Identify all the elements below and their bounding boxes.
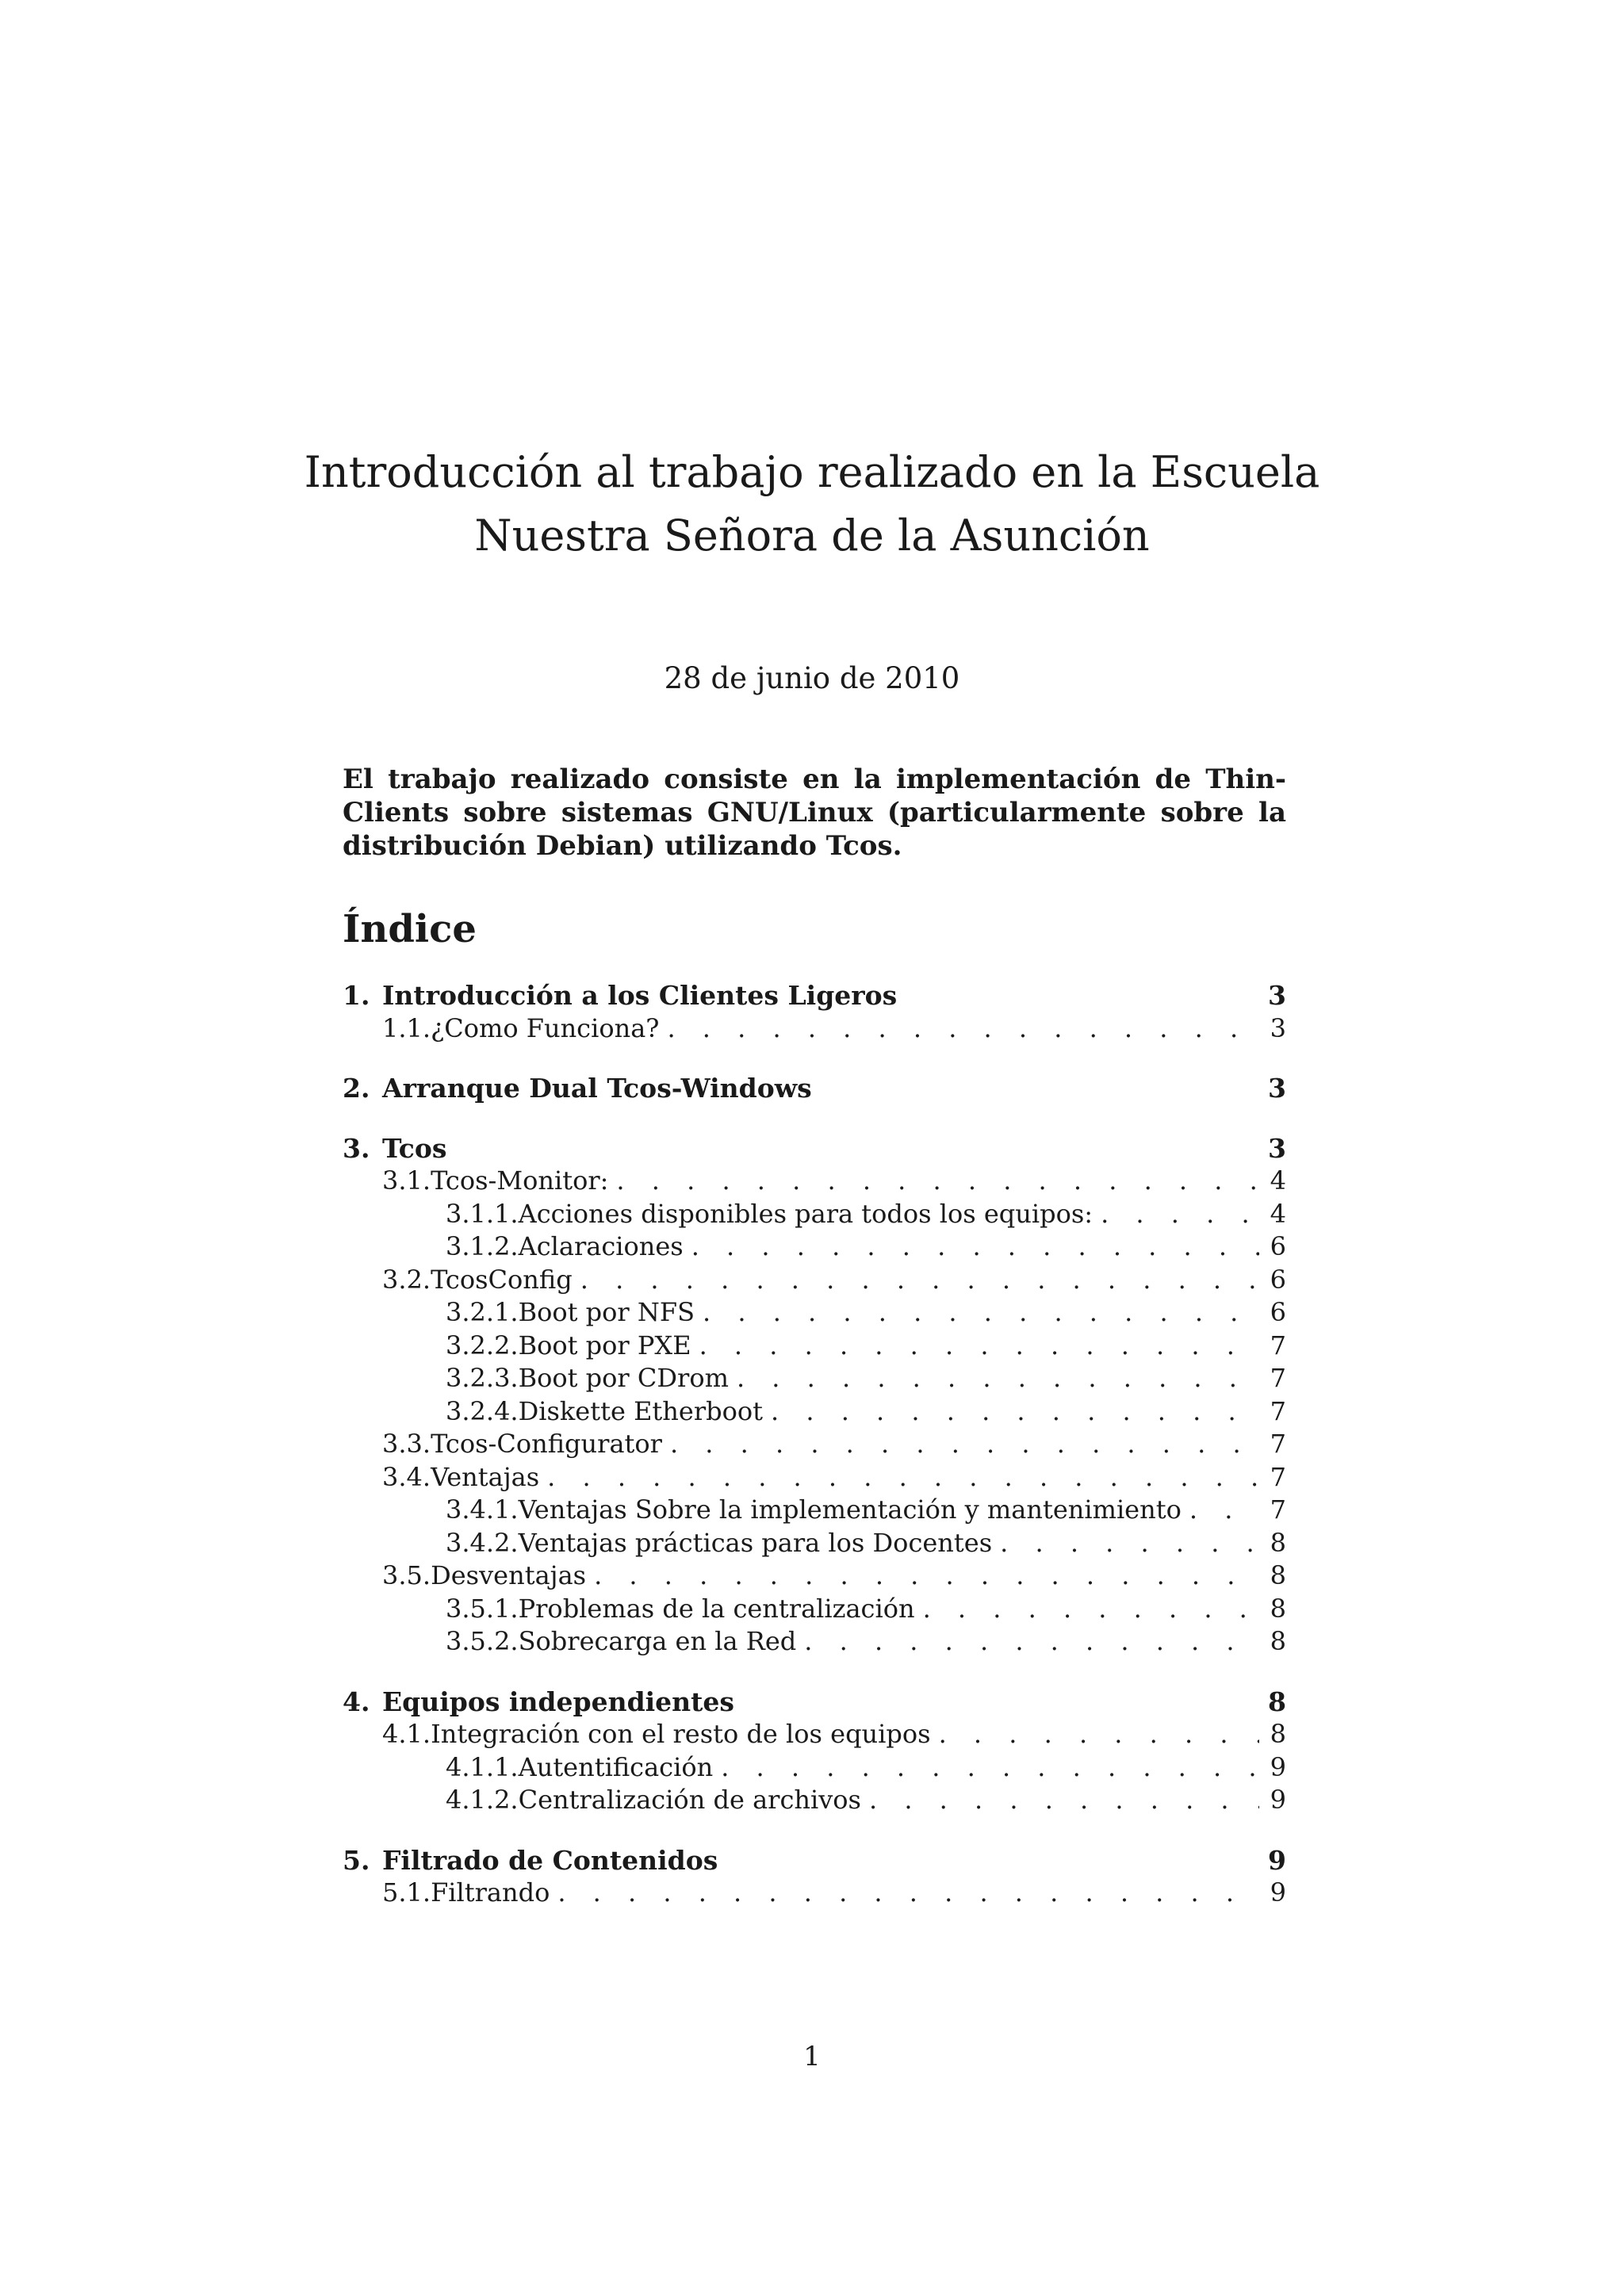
toc-entry-number: 4.1.2. [446, 1785, 519, 1815]
toc-entry-page: 8 [1270, 1527, 1286, 1558]
title-line-1: Introducción al trabajo realizado en la Escuela [304, 447, 1320, 497]
toc-entry-page: 8 [1270, 1560, 1286, 1590]
toc-entry-page: 3 [1268, 1073, 1286, 1104]
toc-entry-page: 7 [1270, 1363, 1286, 1393]
toc-dot-leader [1101, 1198, 1259, 1231]
toc-entry[interactable] [343, 1494, 1286, 1527]
toc-entry[interactable] [343, 1718, 1286, 1751]
toc-entry[interactable] [343, 1296, 1286, 1330]
toc-dot-leader [1000, 1527, 1259, 1560]
toc-entry[interactable] [343, 1751, 1286, 1785]
page-number: 1 [803, 2041, 821, 2072]
toc-entry[interactable] [343, 979, 1286, 1012]
toc-entry-page: 8 [1270, 1593, 1286, 1624]
toc-entry-number: 1. [343, 980, 370, 1011]
toc-entry-page: 4 [1270, 1165, 1286, 1196]
toc-entry-label: Ventajas [431, 1461, 540, 1492]
toc-entry[interactable] [343, 1527, 1286, 1560]
toc-entry-page: 4 [1270, 1198, 1286, 1229]
toc-entry-page: 8 [1270, 1719, 1286, 1749]
toc-entry-page: 9 [1270, 1751, 1286, 1782]
toc-entry[interactable] [343, 1198, 1286, 1231]
toc-entry-label: Tcos [382, 1132, 447, 1164]
toc-entry-label: Arranque Dual Tcos-Windows [382, 1073, 812, 1104]
toc-entry-number: 2. [343, 1073, 370, 1104]
toc-entry[interactable] [343, 1330, 1286, 1363]
toc-entry[interactable] [343, 1165, 1286, 1198]
toc-dot-leader [594, 1559, 1259, 1593]
toc-entry[interactable] [343, 1230, 1286, 1264]
toc-entry-number: 4.1.1. [446, 1751, 519, 1782]
toc-entry-label: Filtrando [431, 1877, 550, 1908]
toc-entry-number: 5. [343, 1844, 370, 1876]
toc-entry-number: 3.4. [382, 1461, 431, 1492]
toc-dot-leader [703, 1296, 1259, 1330]
toc-entry-number: 3.1. [382, 1165, 431, 1196]
toc-entry[interactable] [343, 1132, 1286, 1165]
toc-dot-leader [721, 1751, 1259, 1785]
toc-entry[interactable] [343, 1625, 1286, 1659]
toc-dot-leader [1189, 1494, 1259, 1527]
toc-entry-label: Problemas de la centralización [518, 1593, 915, 1624]
toc-entry-number: 3.1.2. [446, 1231, 519, 1261]
toc-entry-number: 5.1. [382, 1877, 431, 1908]
toc-entry-number: 3.4.1. [446, 1494, 519, 1525]
toc-entry-label: Boot por NFS [518, 1297, 695, 1327]
toc-entry-number: 1.1. [382, 1012, 431, 1043]
toc-entry-page: 7 [1270, 1395, 1286, 1426]
toc-entry-page: 7 [1270, 1461, 1286, 1492]
toc-entry[interactable] [343, 1395, 1286, 1429]
toc-entry-page: 7 [1270, 1494, 1286, 1525]
toc-entry-page: 6 [1270, 1264, 1286, 1295]
toc-dot-leader [667, 1012, 1259, 1046]
toc-dot-leader [939, 1718, 1259, 1751]
toc-dot-leader [804, 1625, 1259, 1659]
toc-dot-leader [547, 1461, 1259, 1494]
toc-entry-page: 9 [1270, 1785, 1286, 1815]
toc-entry-page: 8 [1270, 1626, 1286, 1656]
toc-entry[interactable] [343, 1877, 1286, 1910]
toc-dot-leader [869, 1784, 1259, 1817]
toc-dot-leader [580, 1264, 1259, 1297]
toc-entry-page: 6 [1270, 1231, 1286, 1261]
toc-entry-label: Tcos-Monitor: [431, 1165, 609, 1196]
toc-entry-label: Autentificación [518, 1751, 714, 1782]
toc-entry-label: Centralización de archivos [518, 1785, 861, 1815]
toc-entry-number: 3.5. [382, 1560, 431, 1590]
toc-entry-number: 3.2.1. [446, 1297, 519, 1327]
toc-entry-number: 3.2. [382, 1264, 431, 1295]
toc-entry-number: 3.2.4. [446, 1395, 519, 1426]
toc-entry-number: 3.5.2. [446, 1626, 519, 1656]
toc-entry-label: Ventajas prácticas para los Docentes [518, 1527, 993, 1558]
toc-entry-label: Equipos independientes [382, 1686, 734, 1717]
toc-entry-label: Desventajas [431, 1560, 587, 1590]
toc-dot-leader [670, 1428, 1259, 1461]
toc-dot-leader [771, 1395, 1259, 1429]
toc-entry-label: Integración con el resto de los equipos [431, 1719, 931, 1749]
toc-entry[interactable] [343, 1428, 1286, 1461]
toc-entry-page: 6 [1270, 1297, 1286, 1327]
toc-entry[interactable] [343, 1072, 1286, 1105]
toc-entry-number: 3.2.3. [446, 1363, 519, 1393]
toc-dot-leader [699, 1330, 1259, 1363]
document-title [238, 441, 1386, 568]
toc-entry[interactable] [343, 1686, 1286, 1719]
toc-entry-label: Diskette Etherboot [518, 1395, 763, 1426]
toc-entry-label: Boot por CDrom [518, 1363, 729, 1393]
toc-entry-number: 3.2.2. [446, 1330, 519, 1360]
toc-entry[interactable] [343, 1264, 1286, 1297]
toc-entry-number: 4.1. [382, 1719, 431, 1749]
table-of-contents [343, 979, 1286, 1910]
toc-entry-number: 3.4.2. [446, 1527, 519, 1558]
toc-entry[interactable] [343, 1461, 1286, 1494]
toc-entry-number: 3.3. [382, 1429, 431, 1459]
toc-entry-page: 9 [1268, 1844, 1286, 1876]
toc-dot-leader [616, 1165, 1259, 1198]
toc-entry-page: 9 [1270, 1877, 1286, 1908]
toc-entry[interactable] [343, 1844, 1286, 1877]
toc-entry-label: Filtrado de Contenidos [382, 1844, 718, 1876]
toc-entry[interactable] [343, 1784, 1286, 1817]
toc-entry-page: 3 [1268, 980, 1286, 1011]
toc-entry-label: Boot por PXE [518, 1330, 691, 1360]
toc-entry-page: 7 [1270, 1429, 1286, 1459]
toc-entry-page: 3 [1270, 1012, 1286, 1043]
toc-entry-label: Acciones disponibles para todos los equipos: [518, 1198, 1094, 1229]
toc-entry[interactable] [343, 1362, 1286, 1395]
toc-entry-page: 8 [1268, 1686, 1286, 1717]
toc-dot-leader [737, 1362, 1259, 1395]
toc-entry[interactable] [343, 1593, 1286, 1626]
toc-dot-leader [557, 1877, 1259, 1910]
toc-heading: Índice [343, 907, 477, 951]
toc-dot-leader [691, 1230, 1259, 1264]
toc-entry-label: Ventajas Sobre la implementación y mantenimiento [518, 1494, 1182, 1525]
toc-entry[interactable] [343, 1559, 1286, 1593]
document-date: 28 de junio de 2010 [664, 661, 960, 695]
toc-entry-number: 3.5.1. [446, 1593, 519, 1624]
toc-entry-label: Sobrecarga en la Red [518, 1626, 797, 1656]
toc-entry[interactable] [343, 1012, 1286, 1046]
toc-entry-page: 7 [1270, 1330, 1286, 1360]
toc-dot-leader [923, 1593, 1259, 1626]
toc-entry-label: Introducción a los Clientes Ligeros [382, 980, 898, 1011]
toc-entry-number: 3. [343, 1132, 370, 1164]
toc-entry-label: Aclaraciones [518, 1231, 684, 1261]
abstract: El trabajo realizado consiste en la implementación de Thin-Clients sobre sistemas GNU/Linux (particularmente sobre la distribución Debian) utilizando Tcos. [343, 763, 1286, 862]
toc-entry-label: TcosConfig [431, 1264, 573, 1295]
toc-entry-number: 4. [343, 1686, 370, 1717]
toc-entry-number: 3.1.1. [446, 1198, 519, 1229]
title-line-2: Nuestra Señora de la Asunción [474, 511, 1150, 561]
toc-entry-label: Tcos-Configurator [431, 1429, 662, 1459]
toc-entry-label: ¿Como Funciona? [431, 1012, 660, 1043]
toc-entry-page: 3 [1268, 1132, 1286, 1164]
